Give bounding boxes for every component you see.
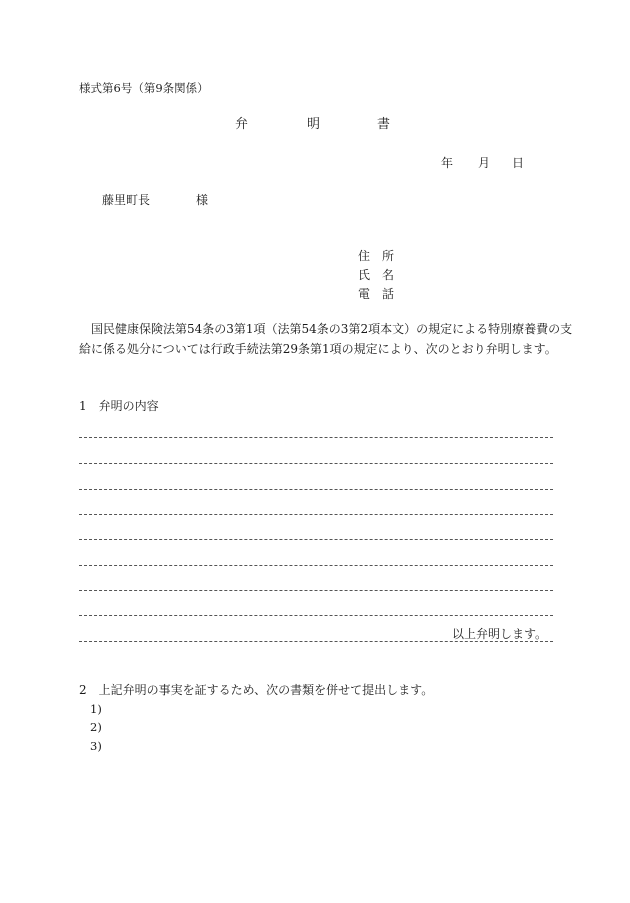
section-1-heading: 1 弁明の内容: [79, 399, 159, 413]
attachment-item-2: 2): [90, 720, 102, 734]
attachment-item-3: 3): [90, 739, 102, 753]
content-line: [79, 590, 553, 591]
content-line: [79, 463, 553, 464]
address-label: 住 所: [358, 249, 395, 263]
content-line: [79, 565, 553, 566]
intro-line-1: 国民健康保険法第54条の3第1項（法第54条の3第2項本文）の規定による特別療養費の支: [79, 322, 573, 336]
form-number: 様式第6号（第9条関係）: [79, 81, 209, 95]
addressee-suffix: 様: [196, 193, 209, 207]
content-line: [79, 641, 553, 642]
content-line: [79, 539, 553, 540]
title-char-1: 弁: [235, 117, 249, 132]
attachment-item-1: 1): [90, 702, 102, 716]
closing-text: 以上弁明します。: [452, 627, 548, 641]
content-line: [79, 489, 553, 490]
title-char-2: 明: [307, 117, 321, 132]
name-label: 氏 名: [358, 268, 395, 282]
content-line: [79, 514, 553, 515]
title-char-3: 書: [377, 117, 391, 132]
date-year: 年: [441, 156, 454, 170]
phone-label: 電 話: [358, 287, 395, 301]
section-2-heading: 2 上記弁明の事実を証するため、次の書類を併せて提出します。: [79, 683, 434, 697]
content-line: [79, 437, 553, 438]
addressee-name: 藤里町長: [102, 193, 151, 207]
content-line: [79, 615, 553, 616]
date-day: 日: [512, 156, 525, 170]
intro-line-2: 給に係る処分については行政手続法第29条第1項の規定により、次のとおり弁明します。: [79, 342, 557, 356]
date-month: 月: [478, 156, 491, 170]
